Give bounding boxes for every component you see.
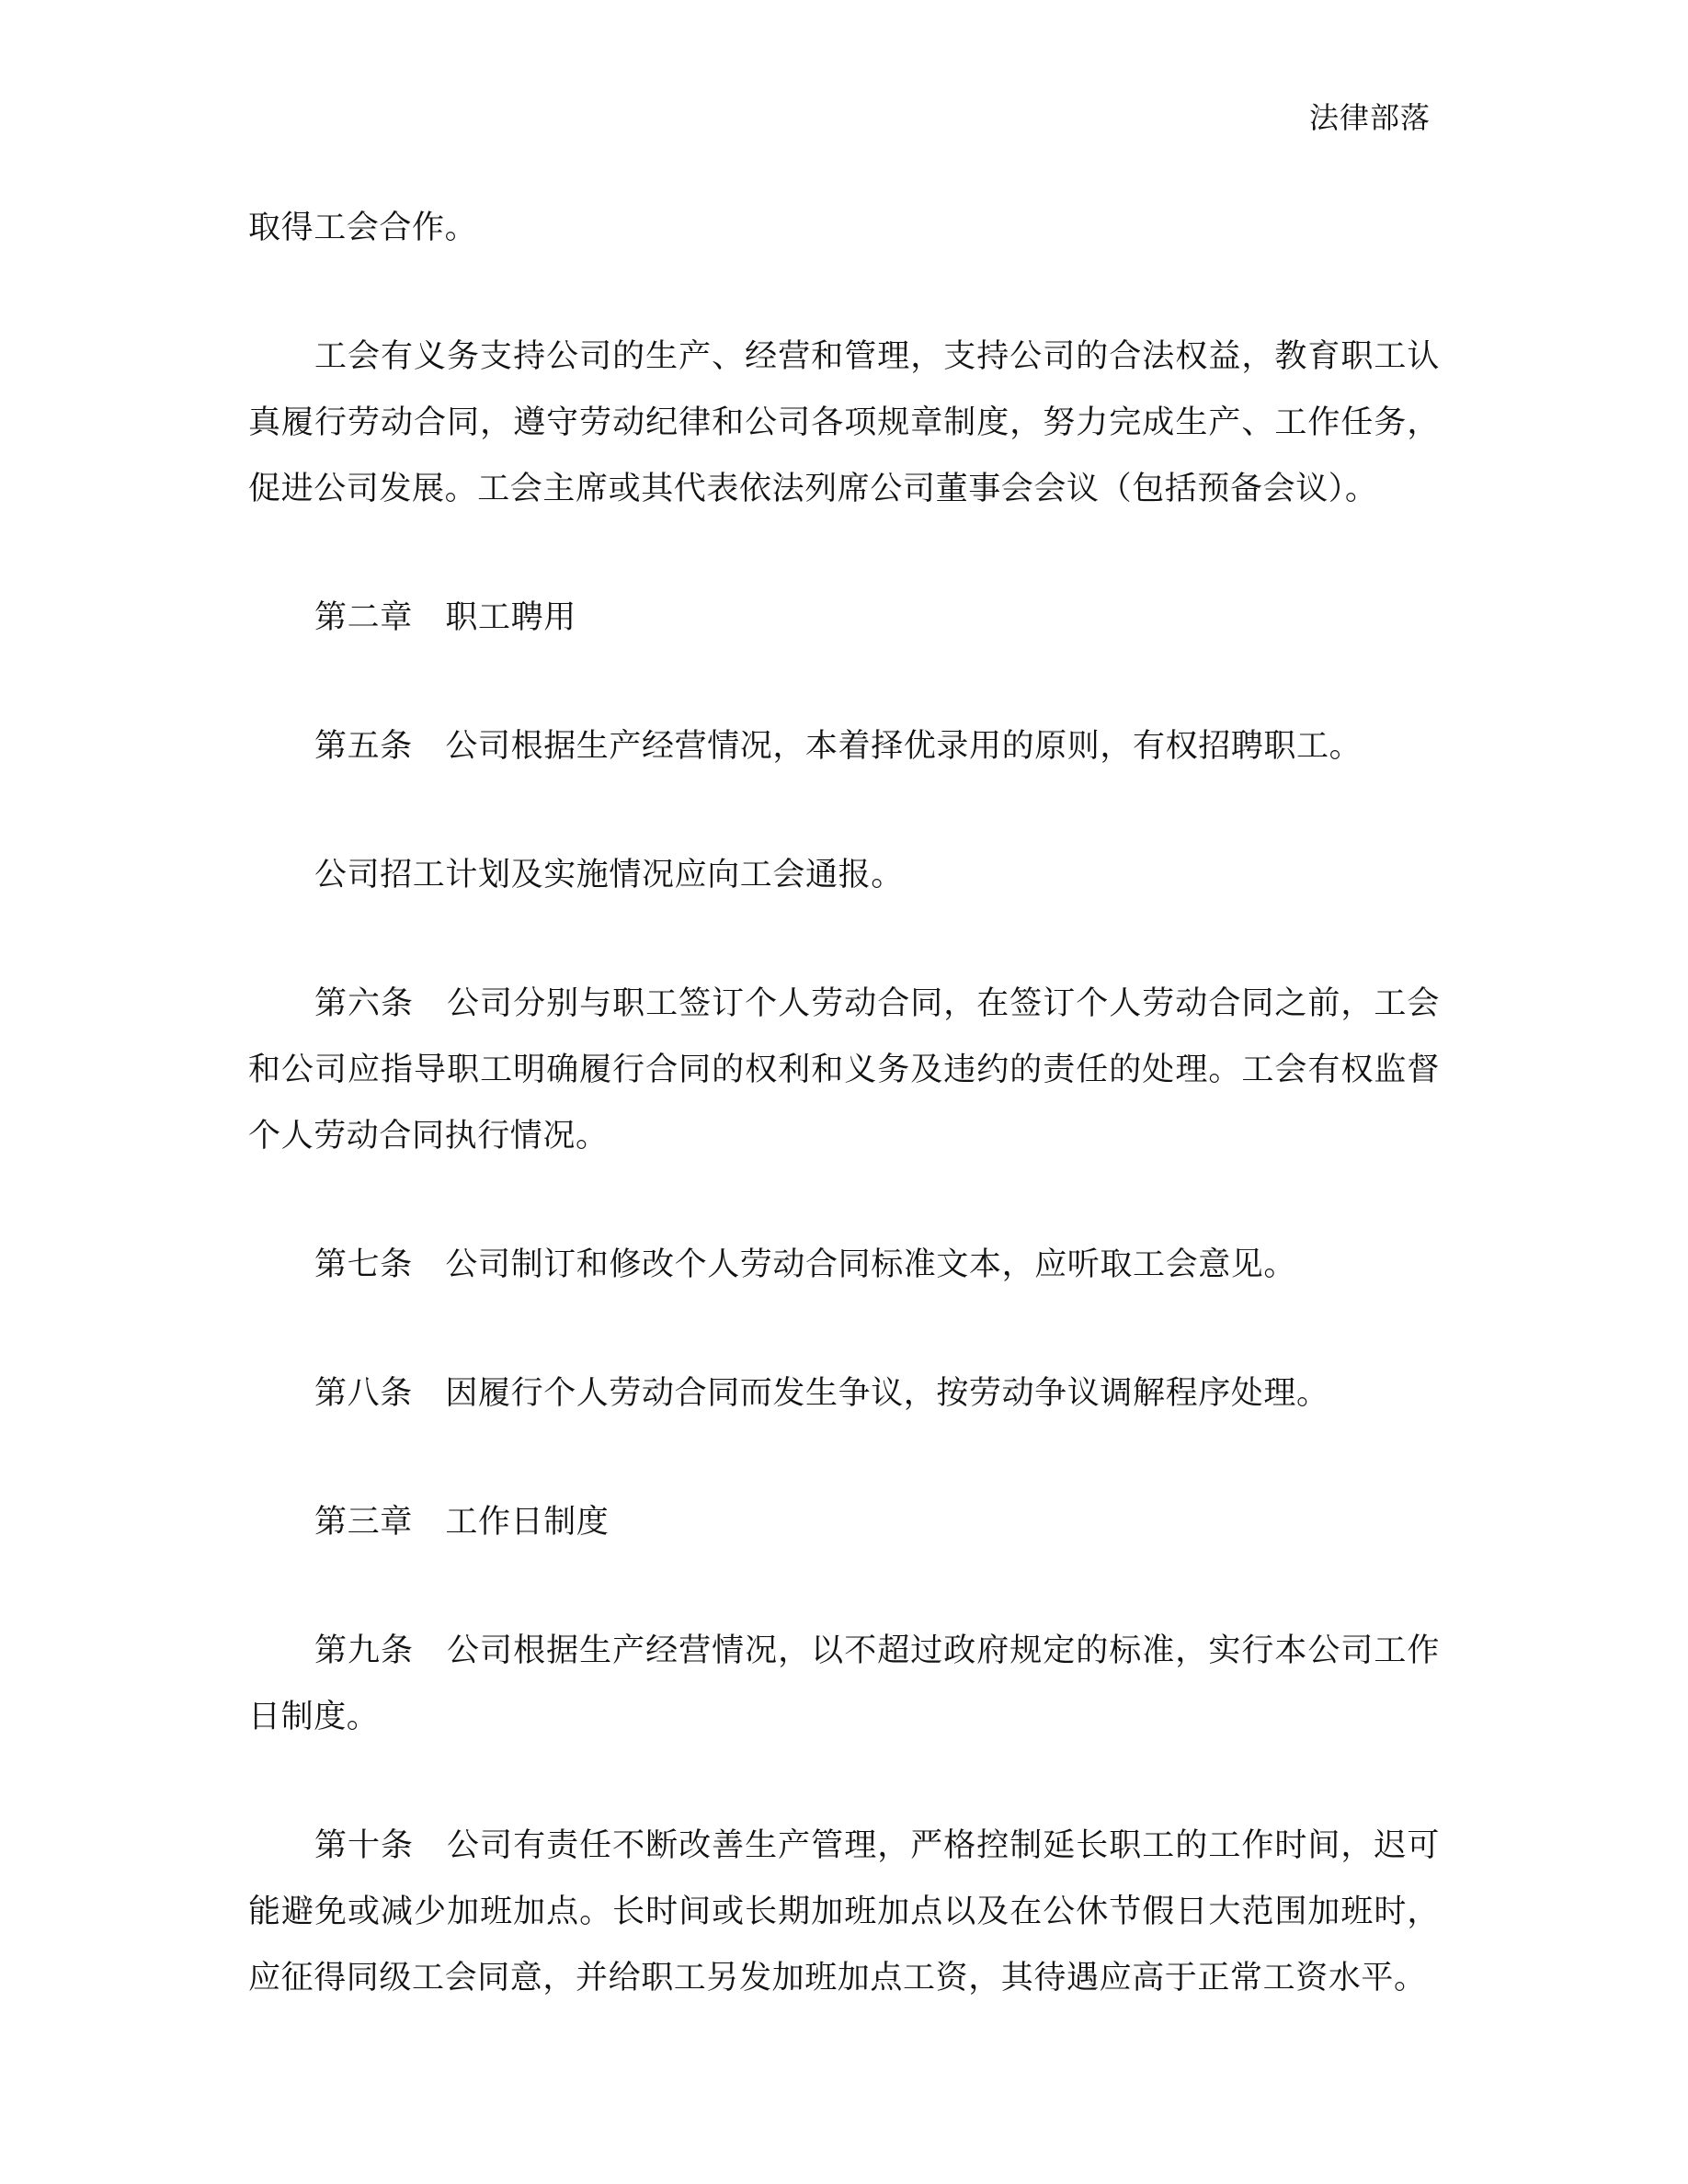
document-body: [248, 195, 1440, 2011]
chapter-heading-3: 第三章 工作日制度: [314, 1504, 610, 1541]
article-10: 第十条 公司有责任不断改善生产管理，严格控制延长职工的工作时间，迟可能避免或减少加班加点。长时间或长期加班加点以及在公休节假日大范围加班时，应征得同级工会同意，并给职工另发加班加点工资，其待遇应高于正常工资水平。: [248, 1827, 1440, 1996]
article-5: 第五条 公司根据生产经营情况，本着择优录用的原则，有权招聘职工。: [314, 728, 1363, 765]
article-7: 第七条 公司制订和修改个人劳动合同标准文本，应听取工会意见。: [314, 1246, 1297, 1283]
paragraph-hiring-report: 公司招工计划及实施情况应向工会通报。: [314, 857, 904, 893]
paragraph-union-duties: 工会有义务支持公司的生产、经营和管理，支持公司的合法权益，教育职工认真履行劳动合同，遵守劳动纪律和公司各项规章制度，努力完成生产、工作任务，促进公司发展。工会主席或其代表依法列席公司董事会会议（包括预备会议）。: [248, 338, 1440, 507]
article-8: 第八条 因履行个人劳动合同而发生争议，按劳动争议调解程序处理。: [314, 1375, 1329, 1412]
page-header: 法律部落: [1308, 100, 1431, 135]
paragraph-continuation: 取得工会合作。: [248, 210, 478, 246]
article-6: 第六条 公司分别与职工签订个人劳动合同，在签订个人劳动合同之前，工会和公司应指导职工明确履行合同的权利和义务及违约的责任的处理。工会有权监督个人劳动合同执行情况。: [248, 985, 1440, 1155]
chapter-heading-2: 第二章 职工聘用: [314, 599, 576, 636]
article-9: 第九条 公司根据生产经营情况，以不超过政府规定的标准，实行本公司工作日制度。: [248, 1632, 1440, 1735]
